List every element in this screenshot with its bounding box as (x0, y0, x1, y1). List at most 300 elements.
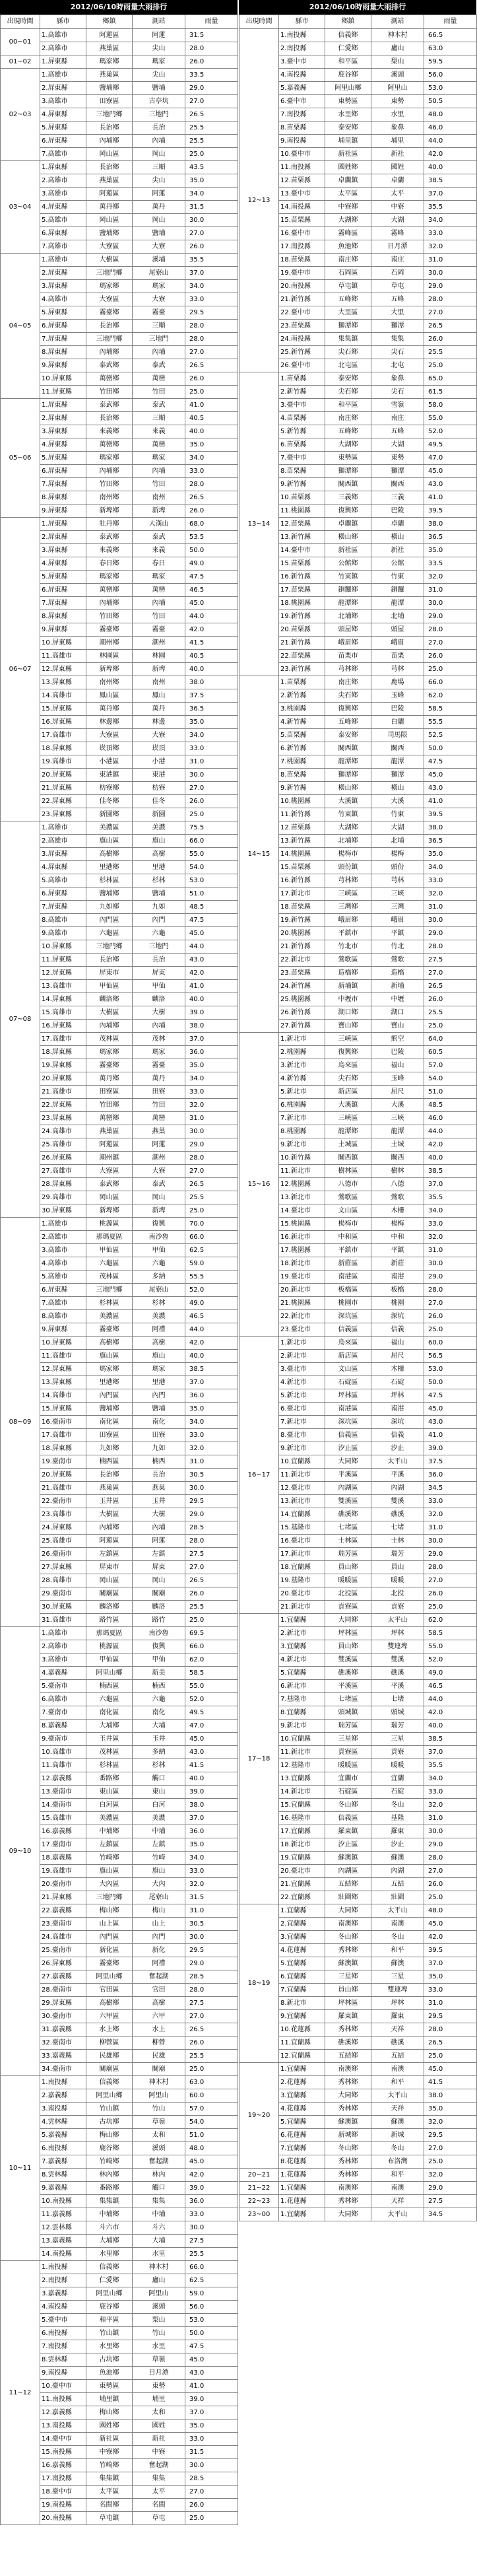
town-cell: 大樹區 (86, 254, 133, 267)
county-cell: 11.南投縣 (40, 2393, 86, 2406)
period-cell: 15~16 (239, 1033, 279, 1337)
station-cell: 太平山 (371, 1455, 424, 1469)
rainfall-cell: 34.0 (185, 452, 238, 465)
county-cell: 7.屏東縣 (40, 901, 86, 914)
rainfall-cell: 47.0 (185, 1720, 238, 1733)
town-cell: 北屯區 (325, 359, 371, 372)
rainfall-cell: 50.5 (424, 95, 477, 108)
station-cell: 平鎮 (371, 927, 424, 940)
rainfall-cell: 36.5 (424, 835, 477, 848)
rainfall-cell: 37.0 (424, 1957, 477, 1970)
station-cell: 田寮 (133, 1086, 185, 1099)
town-cell: 三星鄉 (325, 1970, 371, 1984)
town-cell: 崁頂鄉 (86, 742, 133, 755)
station-cell: 石碇 (371, 1376, 424, 1389)
rainfall-cell: 49.5 (424, 438, 477, 452)
town-cell: 烏來區 (325, 1337, 371, 1350)
rainfall-cell: 46.0 (424, 122, 477, 135)
station-cell: 春日 (133, 557, 185, 571)
rainfall-cell: 41.5 (185, 1759, 238, 1772)
county-cell: 9.屏東縣 (40, 359, 86, 372)
county-cell: 1.新北市 (279, 1337, 325, 1350)
county-cell: 3.嘉義縣 (40, 2287, 86, 2301)
town-cell: 鹽埔鄉 (86, 82, 133, 95)
town-cell: 潮州鄉 (86, 637, 133, 650)
town-cell: 秀林鄉 (325, 2195, 371, 2208)
town-cell: 田寮區 (86, 1429, 133, 1442)
rainfall-cell: 51.0 (185, 888, 238, 901)
station-cell: 玉井 (133, 1733, 185, 1746)
town-cell: 長治鄉 (86, 954, 133, 967)
town-cell: 南澳鄉 (325, 1918, 371, 1931)
rainfall-cell: 49.0 (185, 557, 238, 571)
rainfall-cell: 25.0 (185, 386, 238, 399)
rainfall-cell: 32.0 (424, 2116, 477, 2129)
county-cell: 6.宜蘭縣 (279, 1970, 325, 1984)
rainfall-cell: 66.5 (424, 29, 477, 42)
rainfall-cell: 27.0 (185, 346, 238, 359)
county-cell: 1.屏東縣 (40, 518, 86, 531)
rainfall-cell: 29.0 (424, 1838, 477, 1852)
station-cell: 關廟 (133, 1587, 185, 1601)
rainfall-cell: 31.5 (185, 29, 238, 42)
county-cell: 6.屏東縣 (40, 320, 86, 333)
town-cell: 新社區 (325, 544, 371, 557)
rainfall-cell: 66.0 (424, 676, 477, 689)
rainfall-cell: 26.0 (185, 505, 238, 518)
rainfall-cell: 66.0 (185, 2261, 238, 2274)
station-cell: 礁溪 (371, 1508, 424, 1521)
rainfall-cell: 33.0 (185, 1865, 238, 1878)
county-cell: 9.南投縣 (40, 2367, 86, 2380)
county-cell: 5.新竹縣 (279, 425, 325, 438)
station-cell: 關廟 (133, 2063, 185, 2076)
rainfall-cell: 37.0 (185, 267, 238, 280)
county-cell: 2.宜蘭縣 (279, 1918, 325, 1931)
rainfall-cell: 30.0 (185, 769, 238, 782)
station-cell: 鶯歌 (371, 954, 424, 967)
county-cell: 12.嘉義縣 (40, 1772, 86, 1786)
town-cell: 尖石鄉 (325, 689, 371, 703)
station-cell: 大湖 (371, 821, 424, 835)
town-cell: 燕巢區 (86, 1125, 133, 1138)
county-cell: 13.臺南市 (40, 1786, 86, 1799)
county-cell: 12.嘉義縣 (40, 2406, 86, 2419)
county-cell: 10.屏東縣 (40, 637, 86, 650)
county-cell: 9.嘉義縣 (40, 2182, 86, 2195)
town-cell: 中寮鄉 (325, 201, 371, 214)
station-cell: 鹽埔 (133, 1403, 185, 1416)
station-cell: 橫山 (371, 782, 424, 795)
town-cell: 旗山區 (86, 1350, 133, 1363)
station-cell: 寶山 (371, 1020, 424, 1033)
rainfall-cell: 62.5 (185, 2274, 238, 2287)
station-cell: 長治 (133, 954, 185, 967)
county-cell: 18.臺中市 (40, 2486, 86, 2499)
county-cell: 17.高雄市 (40, 1429, 86, 1442)
town-cell: 萬巒鄉 (86, 372, 133, 386)
rainfall-cell: 45.0 (424, 769, 477, 782)
county-cell: 23.苗栗縣 (279, 967, 325, 980)
county-cell: 4.嘉義縣 (40, 1667, 86, 1680)
town-cell: 鹽埔鄉 (86, 1403, 133, 1416)
rainfall-cell: 55.0 (424, 1640, 477, 1654)
county-cell: 33.嘉義縣 (40, 2050, 86, 2063)
county-cell: 9.屏東縣 (40, 623, 86, 637)
table-row (239, 372, 477, 386)
station-cell: 竹田 (133, 1099, 185, 1112)
station-cell: 小港 (133, 755, 185, 769)
county-cell: 4.新北市 (279, 1654, 325, 1667)
rainfall-cell: 26.0 (185, 2499, 238, 2512)
county-cell: 18.苗栗縣 (279, 901, 325, 914)
county-cell: 19.高雄市 (40, 1865, 86, 1878)
station-cell: 芎林 (371, 663, 424, 676)
county-cell: 15.苗栗縣 (279, 861, 325, 874)
rainfall-cell: 52.5 (424, 729, 477, 742)
county-cell: 1.南投縣 (279, 29, 325, 42)
town-cell: 內埔鄉 (86, 1521, 133, 1535)
period-cell: 06~07 (1, 518, 40, 821)
station-cell: 奮起湖 (133, 2155, 185, 2169)
town-cell: 大湖鄉 (325, 821, 371, 835)
county-cell: 4.屏東縣 (40, 438, 86, 452)
town-cell: 秀林鄉 (325, 2023, 371, 2036)
county-cell: 16.嘉義縣 (40, 2459, 86, 2472)
rainfall-cell: 43.0 (185, 954, 238, 967)
county-cell: 1.高雄市 (40, 69, 86, 82)
county-cell: 23.臺南市 (40, 1918, 86, 1931)
station-cell: 內埔 (133, 1020, 185, 1033)
rainfall-cell: 32.0 (185, 1442, 238, 1455)
town-cell: 枋寮鄉 (86, 782, 133, 795)
county-cell: 28.高雄市 (40, 1574, 86, 1587)
rainfall-cell: 35.0 (185, 438, 238, 452)
county-cell: 19.基隆市 (279, 1574, 325, 1587)
station-cell: 大湖 (371, 214, 424, 227)
rainfall-cell: 30.0 (185, 1125, 238, 1138)
rainfall-cell: 27.0 (185, 227, 238, 240)
rainfall-cell: 63.0 (185, 2076, 238, 2089)
station-cell: 貢寮 (371, 1746, 424, 1759)
rainfall-cell: 54.0 (185, 2116, 238, 2129)
county-cell: 29.屏東縣 (40, 1997, 86, 2010)
rainfall-cell: 26.0 (185, 2036, 238, 2050)
town-cell: 尖石鄉 (325, 346, 371, 359)
county-cell: 23.苗栗縣 (279, 320, 325, 333)
county-cell: 1.宜蘭縣 (279, 2208, 325, 2221)
station-cell: 內埔 (133, 1521, 185, 1535)
county-cell: 5.屏東縣 (40, 122, 86, 135)
town-cell: 集集鎮 (86, 2472, 133, 2486)
town-cell: 新化區 (86, 1944, 133, 1957)
rainfall-cell: 39.0 (185, 2393, 238, 2406)
rainfall-cell: 27.0 (424, 637, 477, 650)
town-cell: 旗山區 (86, 1865, 133, 1878)
station-cell: 楠西 (133, 1455, 185, 1469)
county-cell: 8.苗栗縣 (279, 465, 325, 478)
station-cell: 內湖 (371, 1482, 424, 1495)
county-cell: 8.屏東縣 (40, 491, 86, 505)
county-cell: 21.新竹縣 (279, 293, 325, 306)
town-cell: 新埤鄉 (86, 505, 133, 518)
county-cell: 2.新北市 (279, 1627, 325, 1640)
rainfall-cell: 42.0 (424, 148, 477, 161)
station-cell: 卓蘭 (371, 174, 424, 188)
town-cell: 大埔鄉 (86, 2235, 133, 2248)
rainfall-cell: 44.0 (185, 1323, 238, 1337)
county-cell: 6.臺北市 (279, 1403, 325, 1416)
station-cell: 神木村 (371, 29, 424, 42)
station-cell: 關西 (371, 478, 424, 491)
station-cell: 民雄 (133, 2050, 185, 2063)
rainfall-cell: 39.5 (424, 808, 477, 821)
county-cell: 2.高雄市 (40, 42, 86, 55)
rainfall-table (239, 15, 477, 2221)
rainfall-cell: 60.5 (424, 1046, 477, 1059)
station-cell: 南化 (133, 1706, 185, 1720)
station-cell: 竹田 (133, 610, 185, 623)
town-cell: 瑪家鄉 (86, 55, 133, 69)
town-cell: 魚池鄉 (325, 240, 371, 254)
period-cell: 14~15 (239, 676, 279, 1033)
rainfall-cell: 34.5 (424, 2208, 477, 2221)
town-cell: 霧臺鄉 (86, 623, 133, 637)
station-cell: 三峽 (371, 888, 424, 901)
town-cell: 水里鄉 (325, 108, 371, 122)
rainfall-cell: 25.5 (185, 2050, 238, 2063)
county-cell: 1.南投縣 (40, 2261, 86, 2274)
town-cell: 路竹區 (86, 1614, 133, 1627)
station-cell: 新埤 (133, 1204, 185, 1218)
rainfall-cell: 63.0 (424, 42, 477, 55)
station-cell: 雪嶺 (371, 399, 424, 412)
county-cell: 13.南投縣 (40, 2419, 86, 2433)
rainfall-cell: 34.0 (185, 729, 238, 742)
rainfall-cell: 26.5 (424, 320, 477, 333)
town-cell: 宜蘭市 (325, 1772, 371, 1786)
header-row (239, 15, 477, 29)
county-cell: 8.高雄市 (40, 1310, 86, 1323)
town-cell: 五結鄉 (325, 2050, 371, 2063)
county-cell: 3.臺中市 (279, 399, 325, 412)
county-cell: 5.嘉義縣 (40, 2129, 86, 2142)
station-cell: 大樹 (133, 1508, 185, 1521)
rainfall-cell: 37.0 (424, 1178, 477, 1191)
rainfall-cell: 49.5 (185, 1706, 238, 1720)
town-cell: 燕巢區 (86, 69, 133, 82)
table-row (1, 55, 238, 69)
rainfall-cell: 25.5 (185, 1601, 238, 1614)
town-cell: 三地門鄉 (86, 940, 133, 954)
county-cell: 8.臺北市 (279, 1429, 325, 1442)
rainfall-cell: 31.0 (185, 1455, 238, 1469)
station-cell: 內門 (133, 1389, 185, 1403)
county-cell: 2.新竹縣 (279, 689, 325, 703)
rainfall-cell: 47.5 (185, 914, 238, 927)
county-cell: 8.苗栗縣 (279, 122, 325, 135)
county-cell: 11.高雄市 (40, 650, 86, 663)
station-cell: 汐止 (371, 1838, 424, 1852)
station-cell: 杉林 (133, 1297, 185, 1310)
station-cell: 日月潭 (133, 2367, 185, 2380)
town-cell: 復興鄉 (325, 505, 371, 518)
town-cell: 坪林區 (325, 1389, 371, 1403)
rainfall-cell: 32.0 (424, 1231, 477, 1244)
station-cell: 山上 (133, 1918, 185, 1931)
town-cell: 官田區 (86, 1984, 133, 1997)
station-cell: 六龜 (133, 927, 185, 940)
rainfall-cell: 25.0 (424, 359, 477, 372)
rainfall-cell: 26.0 (185, 240, 238, 254)
county-cell: 19.臺北市 (279, 1271, 325, 1284)
rainfall-cell: 27.5 (185, 2235, 238, 2248)
station-cell: 雙連埤 (371, 1984, 424, 1997)
station-cell: 復興 (133, 1640, 185, 1654)
county-cell: 20.屏東縣 (40, 769, 86, 782)
rainfall-cell: 40.0 (424, 1720, 477, 1733)
town-cell: 大湖鄉 (325, 438, 371, 452)
station-cell: 天祥 (371, 2023, 424, 2036)
county-cell: 5.高雄市 (40, 1271, 86, 1284)
town-cell: 暖暖區 (325, 1759, 371, 1772)
town-cell: 內門區 (86, 1931, 133, 1944)
rainfall-cell: 26.0 (185, 372, 238, 386)
county-cell: 21.新竹縣 (279, 637, 325, 650)
county-cell: 8.嘉義縣 (40, 1720, 86, 1733)
county-cell: 3.宜蘭縣 (279, 2089, 325, 2103)
rainfall-cell: 45.0 (185, 2155, 238, 2169)
rainfall-cell: 48.5 (424, 1099, 477, 1112)
county-cell: 2.高雄市 (40, 1640, 86, 1654)
rainfall-cell: 45.0 (185, 1733, 238, 1746)
station-cell: 竹山 (133, 2103, 185, 2116)
town-cell: 大溪鎮 (325, 1099, 371, 1112)
town-cell: 頭城鎮 (325, 1706, 371, 1720)
rainfall-cell: 35.5 (185, 254, 238, 267)
rainfall-cell: 27.0 (424, 1297, 477, 1310)
station-cell: 蘇澳 (371, 1957, 424, 1970)
county-cell: 1.苗栗縣 (279, 372, 325, 386)
county-cell: 8.桃園縣 (279, 1125, 325, 1138)
rainfall-cell: 53.0 (185, 874, 238, 888)
county-cell: 9.南投縣 (279, 135, 325, 148)
rainfall-cell: 47.5 (424, 755, 477, 769)
county-cell: 2.高雄市 (40, 174, 86, 188)
station-cell: 瑞芳 (371, 1548, 424, 1561)
rainfall-cell: 30.0 (424, 267, 477, 280)
town-cell: 內埔鄉 (86, 1020, 133, 1033)
station-cell: 水里 (371, 108, 424, 122)
rainfall-cell: 47.5 (424, 1389, 477, 1403)
station-cell: 峨眉 (371, 914, 424, 927)
rainfall-cell: 33.0 (424, 1984, 477, 1997)
county-cell: 7.新北市 (279, 1112, 325, 1125)
town-cell: 芎林鄉 (325, 663, 371, 676)
rainfall-cell: 42.0 (185, 623, 238, 637)
rainfall-cell: 40.0 (185, 663, 238, 676)
town-cell: 六甲區 (86, 2010, 133, 2023)
station-cell: 竹山 (133, 2327, 185, 2340)
county-cell: 19.宜蘭縣 (279, 1852, 325, 1865)
period-cell: 16~17 (239, 1337, 279, 1614)
town-cell: 士林區 (325, 1535, 371, 1548)
rainfall-cell: 30.0 (424, 597, 477, 610)
station-cell: 林園 (133, 650, 185, 663)
town-cell: 和平區 (86, 2314, 133, 2327)
town-cell: 岡山區 (86, 148, 133, 161)
station-cell: 三順 (133, 161, 185, 174)
rainfall-cell: 28.0 (185, 1984, 238, 1997)
town-cell: 南化區 (86, 1706, 133, 1720)
county-cell: 10.高雄市 (40, 1746, 86, 1759)
rainfall-cell: 28.5 (185, 2472, 238, 2486)
station-cell: 新社 (371, 148, 424, 161)
town-cell: 樹林區 (325, 1165, 371, 1178)
county-cell: 24.屏東縣 (40, 1521, 86, 1535)
county-cell: 6.屏東縣 (40, 1284, 86, 1297)
station-cell: 竹東 (371, 571, 424, 584)
town-cell: 礁溪鄉 (325, 1667, 371, 1680)
town-cell: 小港區 (86, 755, 133, 769)
county-cell: 7.屏東縣 (40, 333, 86, 346)
rainfall-cell: 25.5 (185, 1191, 238, 1204)
town-cell: 南澳鄉 (325, 2182, 371, 2195)
station-cell: 大埔 (133, 1720, 185, 1733)
town-cell: 六龜區 (86, 1257, 133, 1271)
county-cell: 18.新北市 (279, 1257, 325, 1271)
town-cell: 鶯歌區 (325, 1191, 371, 1204)
county-cell: 11.宜蘭縣 (279, 2036, 325, 2050)
station-cell: 貢寮 (371, 1601, 424, 1614)
rainfall-cell: 29.5 (185, 1495, 238, 1508)
county-cell: 4.高雄市 (40, 1257, 86, 1271)
station-cell: 旗山 (133, 1350, 185, 1363)
period-cell: 09~10 (1, 1627, 40, 2076)
rainfall-cell: 28.0 (185, 1152, 238, 1165)
county-cell: 4.新北市 (279, 1376, 325, 1389)
rainfall-cell: 46.5 (424, 1680, 477, 1693)
town-cell: 竹東鎮 (325, 808, 371, 821)
town-cell: 復興鄉 (325, 703, 371, 716)
rainfall-cell: 28.0 (424, 940, 477, 954)
town-cell: 埔里鎮 (86, 2393, 133, 2406)
county-cell: 12.屏東縣 (40, 1363, 86, 1376)
town-cell: 鹿谷鄉 (86, 2301, 133, 2314)
town-cell: 林園區 (86, 650, 133, 663)
town-cell: 東勢區 (86, 2380, 133, 2393)
rainfall-cell: 29.5 (424, 2129, 477, 2142)
town-cell: 峨眉鄉 (325, 637, 371, 650)
station-cell: 中埔 (133, 1825, 185, 1838)
county-cell: 31.嘉義縣 (40, 2023, 86, 2036)
station-cell: 獅潭 (371, 769, 424, 782)
county-cell: 26.屏東縣 (40, 1957, 86, 1970)
rainfall-cell: 59.0 (185, 2287, 238, 2301)
rainfall-cell: 28.0 (185, 333, 238, 346)
rainfall-cell: 46.5 (185, 584, 238, 597)
station-cell: 復興 (133, 1218, 185, 1231)
town-cell: 五結鄉 (325, 1878, 371, 1891)
town-cell: 麟洛鄉 (86, 1601, 133, 1614)
county-cell: 9.新北市 (279, 1442, 325, 1455)
town-cell: 泰安鄉 (325, 122, 371, 135)
town-cell: 壯圍鄉 (325, 1891, 371, 1904)
town-cell: 卓蘭鎮 (325, 518, 371, 531)
station-cell: 萬丹 (133, 1072, 185, 1086)
county-cell: 6.屏東縣 (40, 135, 86, 148)
rainfall-cell: 66.0 (185, 1231, 238, 1244)
